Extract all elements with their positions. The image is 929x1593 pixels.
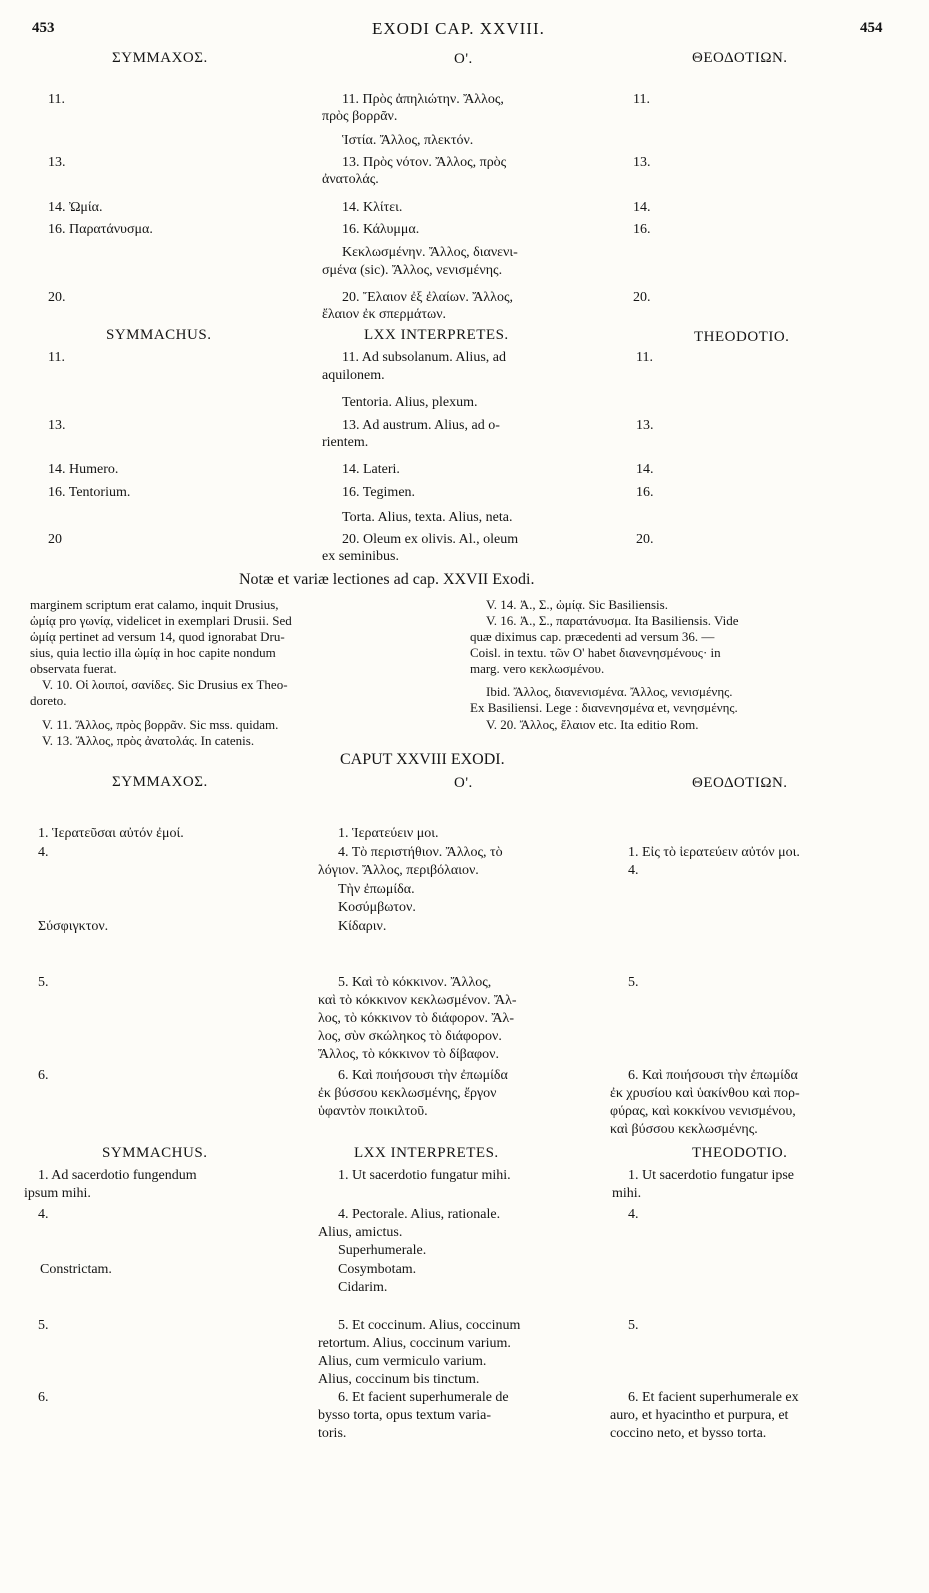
col-head-lxx-greek: Ο'. [454, 775, 473, 791]
col-head-theodotio-latin: THEODOTIO. [694, 329, 790, 345]
verse-number: 20. [633, 290, 651, 305]
verse-number: 4. [38, 1207, 49, 1222]
lxx-line: 13. Πρὸς νότον. Ἄλλος, πρὸς [342, 155, 507, 170]
lxx-line: πρὸς βορρᾶν. [322, 109, 398, 124]
theodotio-line: auro, et hyacintho et purpura, et [610, 1408, 789, 1423]
symmachus-reading: 14. Humero. [48, 462, 119, 477]
lxx-line: Ἱστία. Ἄλλος, πλεκτόν. [342, 133, 474, 148]
symmachus-reading: ipsum mihi. [24, 1186, 91, 1201]
verse-number: 11. [48, 350, 65, 365]
symmachus-reading: 16. Tentorium. [48, 485, 131, 500]
lxx-line: 1. Ἱερατεύειν μοι. [338, 826, 439, 841]
lxx-line: 1. Ut sacerdotio fungatur mihi. [338, 1168, 511, 1183]
lxx-line: 13. Ad austrum. Alius, ad o- [342, 418, 500, 433]
lxx-line: 16. Tegimen. [342, 485, 416, 500]
verse-number: 13. [48, 418, 66, 433]
verse-number: 5. [628, 975, 639, 990]
col-head-theodotion-greek: ΘΕΟΔΟΤΙΩΝ. [692, 775, 788, 791]
verse-number: 5. [628, 1318, 639, 1333]
verse-number: 11. [633, 92, 650, 107]
lxx-line: Ἄλλος, τὸ κόκκινον τὸ δίβαφον. [318, 1047, 499, 1062]
verse-number: 5. [38, 975, 49, 990]
lxx-line: καὶ τὸ κόκκινον κεκλωσμένον. Ἄλ- [318, 993, 517, 1008]
lxx-line: Κίδαριν. [338, 919, 387, 934]
lxx-line: rientem. [322, 435, 369, 450]
col-head-symmachus-greek: ΣΥΜΜΑΧΟΣ. [112, 774, 208, 790]
note-line: ὡμίᾳ pertinet ad versum 14, quod ignorabat Dru- [30, 629, 285, 644]
verse-number: 14. [633, 200, 651, 215]
lxx-line: λόγιον. Ἄλλος, περιβόλαιον. [318, 863, 479, 878]
lxx-line: ἀνατολάς. [322, 172, 379, 187]
lxx-line: λος, σὺν σκώληκος τὸ διάφορον. [318, 1029, 502, 1044]
lxx-line: Superhumerale. [338, 1243, 427, 1258]
note-line: sius, quia lectio illa ὡμίᾳ in hoc capite nondum [30, 645, 276, 660]
col-head-lxx-latin: LXX INTERPRETES. [354, 1145, 499, 1161]
theodotio-line: 1. Ut sacerdotio fungatur ipse [628, 1168, 795, 1183]
verse-number: 20 [48, 532, 62, 547]
page-title: EXODI CAP. XXVIII. [372, 19, 545, 38]
lxx-line: Tentoria. Alius, plexum. [342, 395, 478, 410]
note-line: V. 14. Ἀ., Σ., ὡμίᾳ. Sic Basiliensis. [486, 597, 668, 612]
col-head-theodotio-latin: THEODOTIO. [692, 1145, 788, 1161]
lxx-line: 20. Ἔλαιον ἐξ ἐλαίων. Ἄλλος, [342, 290, 514, 305]
lxx-line: 14. Κλίτει. [342, 200, 403, 215]
page-number-right: 454 [860, 20, 883, 36]
col-head-symmachus-greek: ΣΥΜΜΑΧΟΣ. [112, 50, 208, 66]
verse-number: 16. [636, 485, 654, 500]
col-head-symmachus-latin: SYMMACHUS. [102, 1145, 208, 1161]
note-line: Ibid. Ἄλλος, διανενισμένα. Ἄλλος, νενισμένης. [486, 684, 733, 699]
lxx-line: 4. Τὸ περιστήθιον. Ἄλλος, τὸ [338, 845, 503, 860]
verse-number: 16. [633, 222, 651, 237]
verse-number: 4. [628, 1207, 639, 1222]
lxx-line: Torta. Alius, texta. Alius, neta. [342, 510, 513, 525]
lxx-line: λος, τὸ κόκκινον τὸ διάφορον. Ἄλ- [318, 1011, 514, 1026]
verse-number: 11. [636, 350, 653, 365]
note-line: marg. vero κεκλωσμένου. [470, 661, 605, 676]
note-line: V. 20. Ἄλλος, ἔλαιον etc. Ita editio Rom. [486, 717, 699, 732]
note-line: V. 11. Ἄλλος, πρὸς βορρᾶν. Sic mss. quidam. [42, 717, 279, 732]
note-line: observata fuerat. [30, 661, 117, 676]
verse-number: 13. [636, 418, 654, 433]
theodotio-line: mihi. [612, 1186, 642, 1201]
lxx-line: toris. [318, 1426, 347, 1441]
lxx-line: 5. Et coccinum. Alius, coccinum [338, 1318, 521, 1333]
lxx-line: σμένα (sic). Ἄλλος, νενισμένης. [322, 263, 503, 278]
verse-number: 6. [38, 1390, 49, 1405]
note-line: V. 10. Οἱ λοιποί, σανίδες. Sic Drusius ex Theo- [42, 677, 288, 692]
verse-number: 20. [48, 290, 66, 305]
lxx-line: 16. Κάλυμμα. [342, 222, 420, 237]
lxx-line: Κοσύμβωτον. [338, 900, 416, 915]
col-head-symmachus-latin: SYMMACHUS. [106, 327, 212, 343]
lxx-line: Cosymbotam. [338, 1262, 417, 1277]
theodotion-line: 6. Καὶ ποιήσουσι τὴν ἐπωμίδα [628, 1068, 798, 1083]
verse-number: 13. [48, 155, 66, 170]
verse-number: 4. [628, 863, 639, 878]
verse-number: 4. [38, 845, 49, 860]
note-line: V. 16. Ἀ., Σ., παρατάνυσμα. Ita Basiliensis. Vide [486, 613, 739, 628]
lxx-line: ὑφαντὸν ποικιλτοῦ. [318, 1104, 428, 1119]
verse-number: 5. [38, 1318, 49, 1333]
lxx-line: ἐκ βύσσου κεκλωσμένης, ἔργον [318, 1086, 497, 1101]
lxx-line: Τὴν ἐπωμίδα. [338, 882, 415, 897]
symmachus-reading: Σύσφιγκτον. [38, 919, 109, 934]
lxx-line: 20. Oleum ex olivis. Al., oleum [342, 532, 519, 547]
col-head-lxx-greek: Ο'. [454, 51, 473, 67]
page-number-left: 453 [32, 20, 55, 36]
lxx-line: 11. Πρὸς ἀπηλιώτην. Ἄλλος, [342, 92, 504, 107]
lxx-line: retortum. Alius, coccinum varium. [318, 1336, 511, 1351]
lxx-line: bysso torta, opus textum varia- [318, 1408, 492, 1423]
col-head-lxx-latin: LXX INTERPRETES. [364, 327, 509, 343]
verse-number: 13. [633, 155, 651, 170]
lxx-line: Κεκλωσμένην. Ἄλλος, διανενι- [342, 245, 518, 260]
theodotion-line: φύρας, καὶ κοκκίνου νενισμένου, [610, 1104, 796, 1119]
notes-title: Notæ et variæ lectiones ad cap. XXVII Exodi. [239, 571, 535, 588]
theodotion-line: ἐκ χρυσίου καὶ ὑακίνθου καὶ πορ- [610, 1086, 800, 1101]
lxx-line: 11. Ad subsolanum. Alius, ad [342, 350, 506, 365]
note-line: marginem scriptum erat calamo, inquit Drusius, [30, 597, 279, 612]
verse-number: 6. [38, 1068, 49, 1083]
symmachus-reading: 1. Ad sacerdotio fungendum [38, 1168, 197, 1183]
symmachus-reading: 16. Παρατάνυσμα. [48, 222, 153, 237]
symmachus-reading: 1. Ἱερατεῦσαι αὐτόν ἐμοί. [38, 826, 184, 841]
col-head-theodotion-greek: ΘΕΟΔΟΤΙΩΝ. [692, 50, 788, 66]
verse-number: 20. [636, 532, 654, 547]
lxx-line: aquilonem. [322, 368, 385, 383]
caput-title: CAPUT XXVIII EXODI. [340, 751, 505, 768]
note-line: Coisl. in textu. τῶν Ο' habet διανενησμένους· in [470, 645, 721, 660]
theodotion-line: καὶ βύσσου κεκλωσμένης. [610, 1122, 758, 1137]
lxx-line: 6. Et facient superhumerale de [338, 1390, 509, 1405]
lxx-line: ἔλαιον ἐκ σπερμάτων. [322, 307, 447, 322]
note-line: ὡμίᾳ pro γωνίᾳ, videlicet in exemplari Drusii. Sed [30, 613, 292, 628]
lxx-line: 5. Καὶ τὸ κόκκινον. Ἄλλος, [338, 975, 492, 990]
note-line: quæ diximus cap. præcedenti ad versum 36. — [470, 629, 715, 644]
verse-number: 14. [636, 462, 654, 477]
lxx-line: 4. Pectorale. Alius, rationale. [338, 1207, 501, 1222]
symmachus-reading: 14. Ὠμία. [48, 200, 103, 215]
lxx-line: Alius, coccinum bis tinctum. [318, 1372, 480, 1387]
lxx-line: Alius, amictus. [318, 1225, 403, 1240]
verse-number: 11. [48, 92, 65, 107]
symmachus-reading: Constrictam. [40, 1262, 112, 1277]
lxx-line: Alius, cum vermiculo varium. [318, 1354, 487, 1369]
note-line: doreto. [30, 693, 67, 708]
theodotion-line: 1. Εἰς τὸ ἱερατεύειν αὐτόν μοι. [628, 845, 800, 860]
note-line: Ex Basiliensi. Lege : διανενησμένα et, νενησμένης. [470, 700, 738, 715]
lxx-line: ex seminibus. [322, 549, 399, 564]
note-line: V. 13. Ἄλλος, πρὸς ἀνατολάς. In catenis. [42, 733, 255, 748]
lxx-line: 14. Lateri. [342, 462, 400, 477]
theodotio-line: 6. Et facient superhumerale ex [628, 1390, 799, 1405]
lxx-line: 6. Καὶ ποιήσουσι τὴν ἐπωμίδα [338, 1068, 508, 1083]
lxx-line: Cidarim. [338, 1280, 388, 1295]
theodotio-line: coccino neto, et bysso torta. [610, 1426, 767, 1441]
